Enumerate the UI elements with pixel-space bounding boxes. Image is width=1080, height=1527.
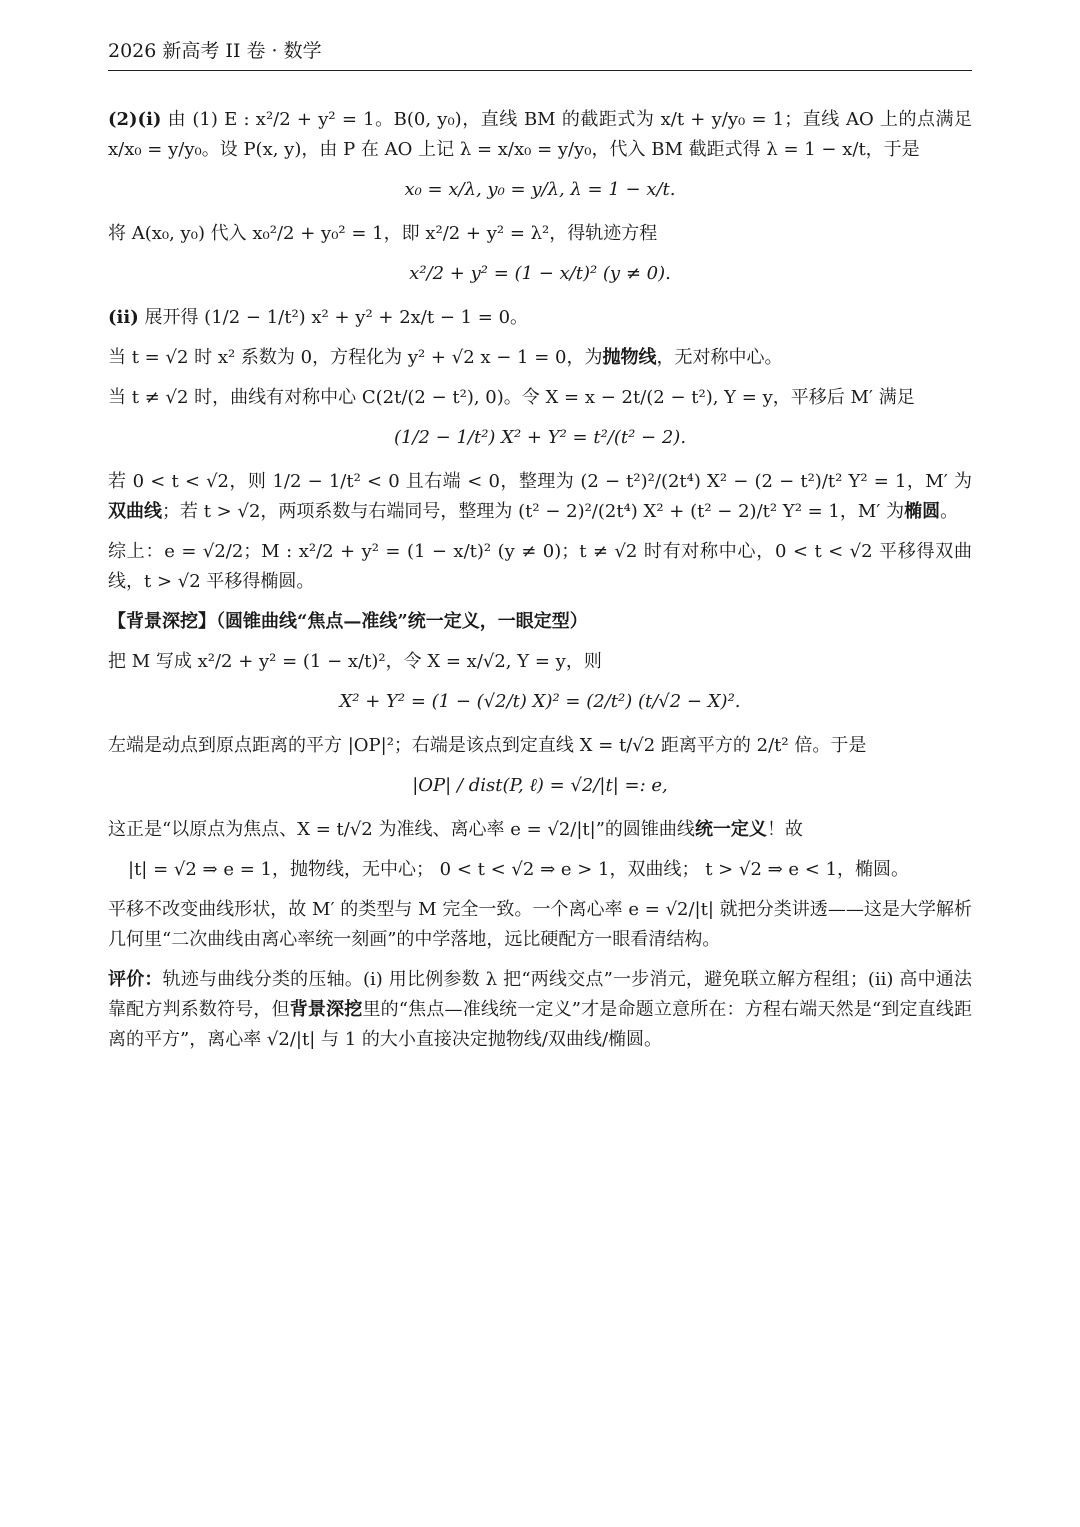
background-heading: 【背景深挖】（圆锥曲线“焦点—准线”统一定义，一眼定型）	[108, 611, 588, 632]
background-interpretation: 左端是动点到原点距离的平方 |OP|²；右端是该点到定直线 X = t/√2 距离平方的 2/t² 倍。于是	[108, 735, 867, 756]
part-2i-line1: 由 (1) E : x²/2 + y² = 1。B(0, y₀)，直线 BM 的截距式为 x/t + y/y₀ = 1；直线 AO 上的点满足	[167, 109, 972, 130]
hyperbola-text: 若 0 < t < √2，则 1/2 − 1/t² < 0 且右端 < 0，整理为 (2 − t²)²/(2t⁴) X² − (2 − t²)/t² Y² = 1，M′ 为	[108, 471, 972, 492]
equation-eccentricity: |OP| / dist(P, ℓ) = √2/|t| =: e,	[412, 775, 668, 796]
hyperbola-term: 双曲线	[108, 501, 162, 522]
evaluation	[108, 965, 972, 1055]
evaluation-text-tail: 里的“焦点—准线统一定义”才是命题立意所在：方程右端天然是“到定直线距离的平方”，离心率 √2/|t| 与 1 的大小直接决定抛物线/双曲线/椭圆。	[108, 999, 972, 1050]
summary: 综上：e = √2/2；M : x²/2 + y² = (1 − x/t)² (y ≠ 0)；t ≠ √2 时有对称中心，0 < t < √2 平移得双曲线，t > √2 平移得椭圆。	[108, 541, 972, 592]
equation-substitution: x₀ = x/λ, y₀ = y/λ, λ = 1 − x/t.	[404, 179, 676, 200]
parabola-term: 抛物线	[602, 347, 657, 368]
expanded-equation: 展开得 (1/2 − 1/t²) x² + y² + 2x/t − 1 = 0。	[144, 307, 529, 328]
case-center: 当 t ≠ √2 时，曲线有对称中心 C(2t/(2 − t²), 0)。令 X = x − 2t/(2 − t²), Y = y，平移后 M′ 满足	[108, 387, 915, 408]
definition-tail: ！故	[766, 819, 803, 840]
solution-body	[108, 105, 972, 1055]
definition-text: 这正是“以原点为焦点、X = t/√2 为准线、离心率 e = √2/|t|”的圆锥曲线	[108, 819, 695, 840]
part-label: (ii)	[108, 307, 139, 328]
background-definition	[108, 815, 972, 845]
equation-trajectory: x²/2 + y² = (1 − x/t)² (y ≠ 0).	[409, 263, 671, 284]
part-2i-substitute: 将 A(x₀, y₀) 代入 x₀²/2 + y₀² = 1，即 x²/2 + y² = λ²，得轨迹方程	[108, 223, 658, 244]
ellipse-text: ；若 t > √2，两项系数与右端同号，整理为 (t² − 2)²/(2t⁴) X² + (t² − 2)/t² Y² = 1，M′ 为	[162, 501, 905, 522]
sentence-end: 。	[940, 501, 959, 522]
evaluation-highlight: 背景深挖	[289, 999, 363, 1020]
definition-term: 统一定义	[694, 819, 767, 840]
part-2ii-expand	[108, 303, 972, 333]
part-label: (2)(i)	[108, 109, 162, 130]
document-page	[108, 30, 972, 1065]
evaluation-text: 轨迹与曲线分类的压轴。(i) 用比例参数 λ 把“两线交点”一步消元，避免联立解方程组；(ii) 高中通法靠配方判系数符号，但	[108, 969, 973, 1020]
case-parabola	[108, 343, 972, 373]
case-parabola-tail: ，无对称中心。	[656, 347, 783, 368]
case-hyperbola-ellipse	[108, 467, 972, 527]
part-2i-intro	[108, 105, 972, 165]
equation-translated: (1/2 − 1/t²) X² + Y² = t²/(t² − 2).	[393, 427, 687, 448]
part-2i-line1b: x/x₀ = y/y₀。设 P(x, y)，由 P 在 AO 上记 λ = x/x₀ = y/y₀，代入 BM 截距式得 λ = 1 − x/t，于是	[108, 139, 920, 160]
eccentricity-cases: |t| = √2 ⇒ e = 1，抛物线，无中心； 0 < t < √2 ⇒ e > 1，双曲线； t > √2 ⇒ e < 1，椭圆。	[128, 859, 910, 880]
running-header: 2026 新高考 II 卷 · 数学	[108, 30, 972, 71]
ellipse-term: 椭圆	[904, 501, 941, 522]
background-conclusion: 平移不改变曲线形状，故 M′ 的类型与 M 完全一致。一个离心率 e = √2/|t| 就把分类讲透——这是大学解析几何里“二次曲线由离心率统一刻画”的中学落地，远比硬配方一眼看清结构。	[108, 899, 972, 950]
case-parabola-text: 当 t = √2 时 x² 系数为 0，方程化为 y² + √2 x − 1 = 0，为	[108, 347, 603, 368]
equation-focus-directrix: X² + Y² = (1 − (√2/t) X)² = (2/t²) (t/√2 − X)².	[339, 691, 741, 712]
background-rewrite: 把 M 写成 x²/2 + y² = (1 − x/t)²，令 X = x/√2, Y = y，则	[108, 651, 602, 672]
evaluation-label: 评价：	[108, 969, 163, 990]
